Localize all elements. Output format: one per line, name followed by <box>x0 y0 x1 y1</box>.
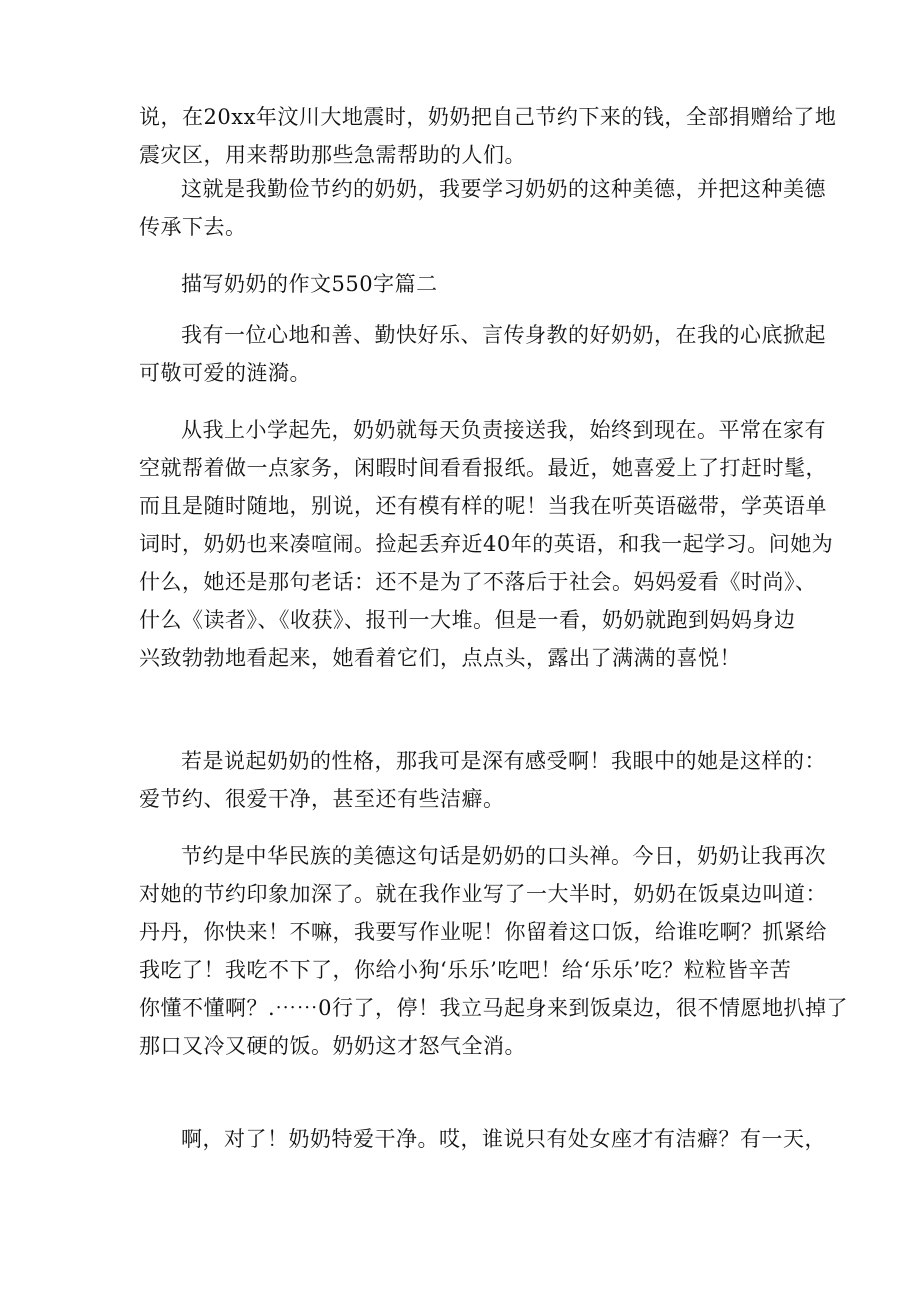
section-heading <box>139 265 789 303</box>
text-line: 空就帮着做一点家务，闲暇时间看看报纸。最近，她喜爱上了打赶时髦， <box>139 456 827 480</box>
text-line: 震灾区，用来帮助那些急需帮助的人们。 <box>139 143 526 167</box>
paragraph <box>139 170 826 246</box>
text-line: 那口又冷又硬的饭。奶奶这才怒气全消。 <box>139 1034 526 1058</box>
paragraph <box>139 742 826 818</box>
text-line: 词时，奶奶也来凑喧闹。捡起丢弃近40年的英语，和我一起学习。问她为 <box>139 532 834 556</box>
text-line: 什么《读者》、《收获》、报刊一大堆。但是一看，奶奶就跑到妈妈身边 <box>139 608 796 632</box>
text-line: 对她的节约印象加深了。就在我作业写了一大半时，奶奶在饭桌边叫道： <box>139 882 827 906</box>
text-line: 丹丹，你快来！不嘛，我要写作业呢！你留着这口饭，给谁吃啊？抓紧给 <box>139 920 827 944</box>
paragraph <box>139 411 834 677</box>
text-line: 若是说起奶奶的性格，那我可是深有感受啊！我眼中的她是这样的： <box>181 749 826 773</box>
paragraph <box>139 98 837 174</box>
text-line: 传承下去。 <box>139 215 247 239</box>
text-line: 而且是随时随地，别说，还有模有样的呢！当我在听英语磁带，学英语单 <box>139 494 827 518</box>
text-line: 你懂不懂啊？.⋯⋯0行了，停！我立马起身来到饭桌边，很不情愿地扒掉了 <box>139 996 849 1020</box>
text-line: 这就是我勤俭节约的奶奶，我要学习奶奶的这种美德，并把这种美德 <box>181 177 826 201</box>
text-line: 节约是中华民族的美德这句话是奶奶的口头禅。今日，奶奶让我再次 <box>181 844 826 868</box>
text-line: 什么，她还是那句老话：还不是为了不落后于社会。妈妈爱看《时尚》、 <box>139 570 817 594</box>
text-line: 我有一位心地和善、勤快好乐、言传身教的好奶奶，在我的心底掀起 <box>181 323 826 347</box>
text-line: 爱节约、很爱干净，甚至还有些洁癖。 <box>139 787 505 811</box>
text-line: 说，在20xx年汶川大地震时，奶奶把自己节约下来的钱，全部捐赠给了地 <box>139 105 837 129</box>
text-line: 兴致勃勃地看起来，她看着它们，点点头，露出了满满的喜悦！ <box>139 646 741 670</box>
text-line: 从我上小学起先，奶奶就每天负责接送我，始终到现在。平常在家有 <box>181 418 826 442</box>
text-line: 啊，对了！奶奶特爱干净。哎，谁说只有处女座才有洁癖？有一天， <box>181 1127 826 1151</box>
paragraph <box>139 837 849 1065</box>
heading-line: 描写奶奶的作文550字篇二 <box>181 272 438 296</box>
paragraph <box>139 1120 826 1158</box>
text-line: 可敬可爱的涟漪。 <box>139 361 311 385</box>
text-line: 我吃了！我吃不下了，你给小狗‘乐乐’吃吧！给‘乐乐’吃？粒粒皆辛苦 <box>139 958 792 982</box>
paragraph <box>139 316 826 392</box>
